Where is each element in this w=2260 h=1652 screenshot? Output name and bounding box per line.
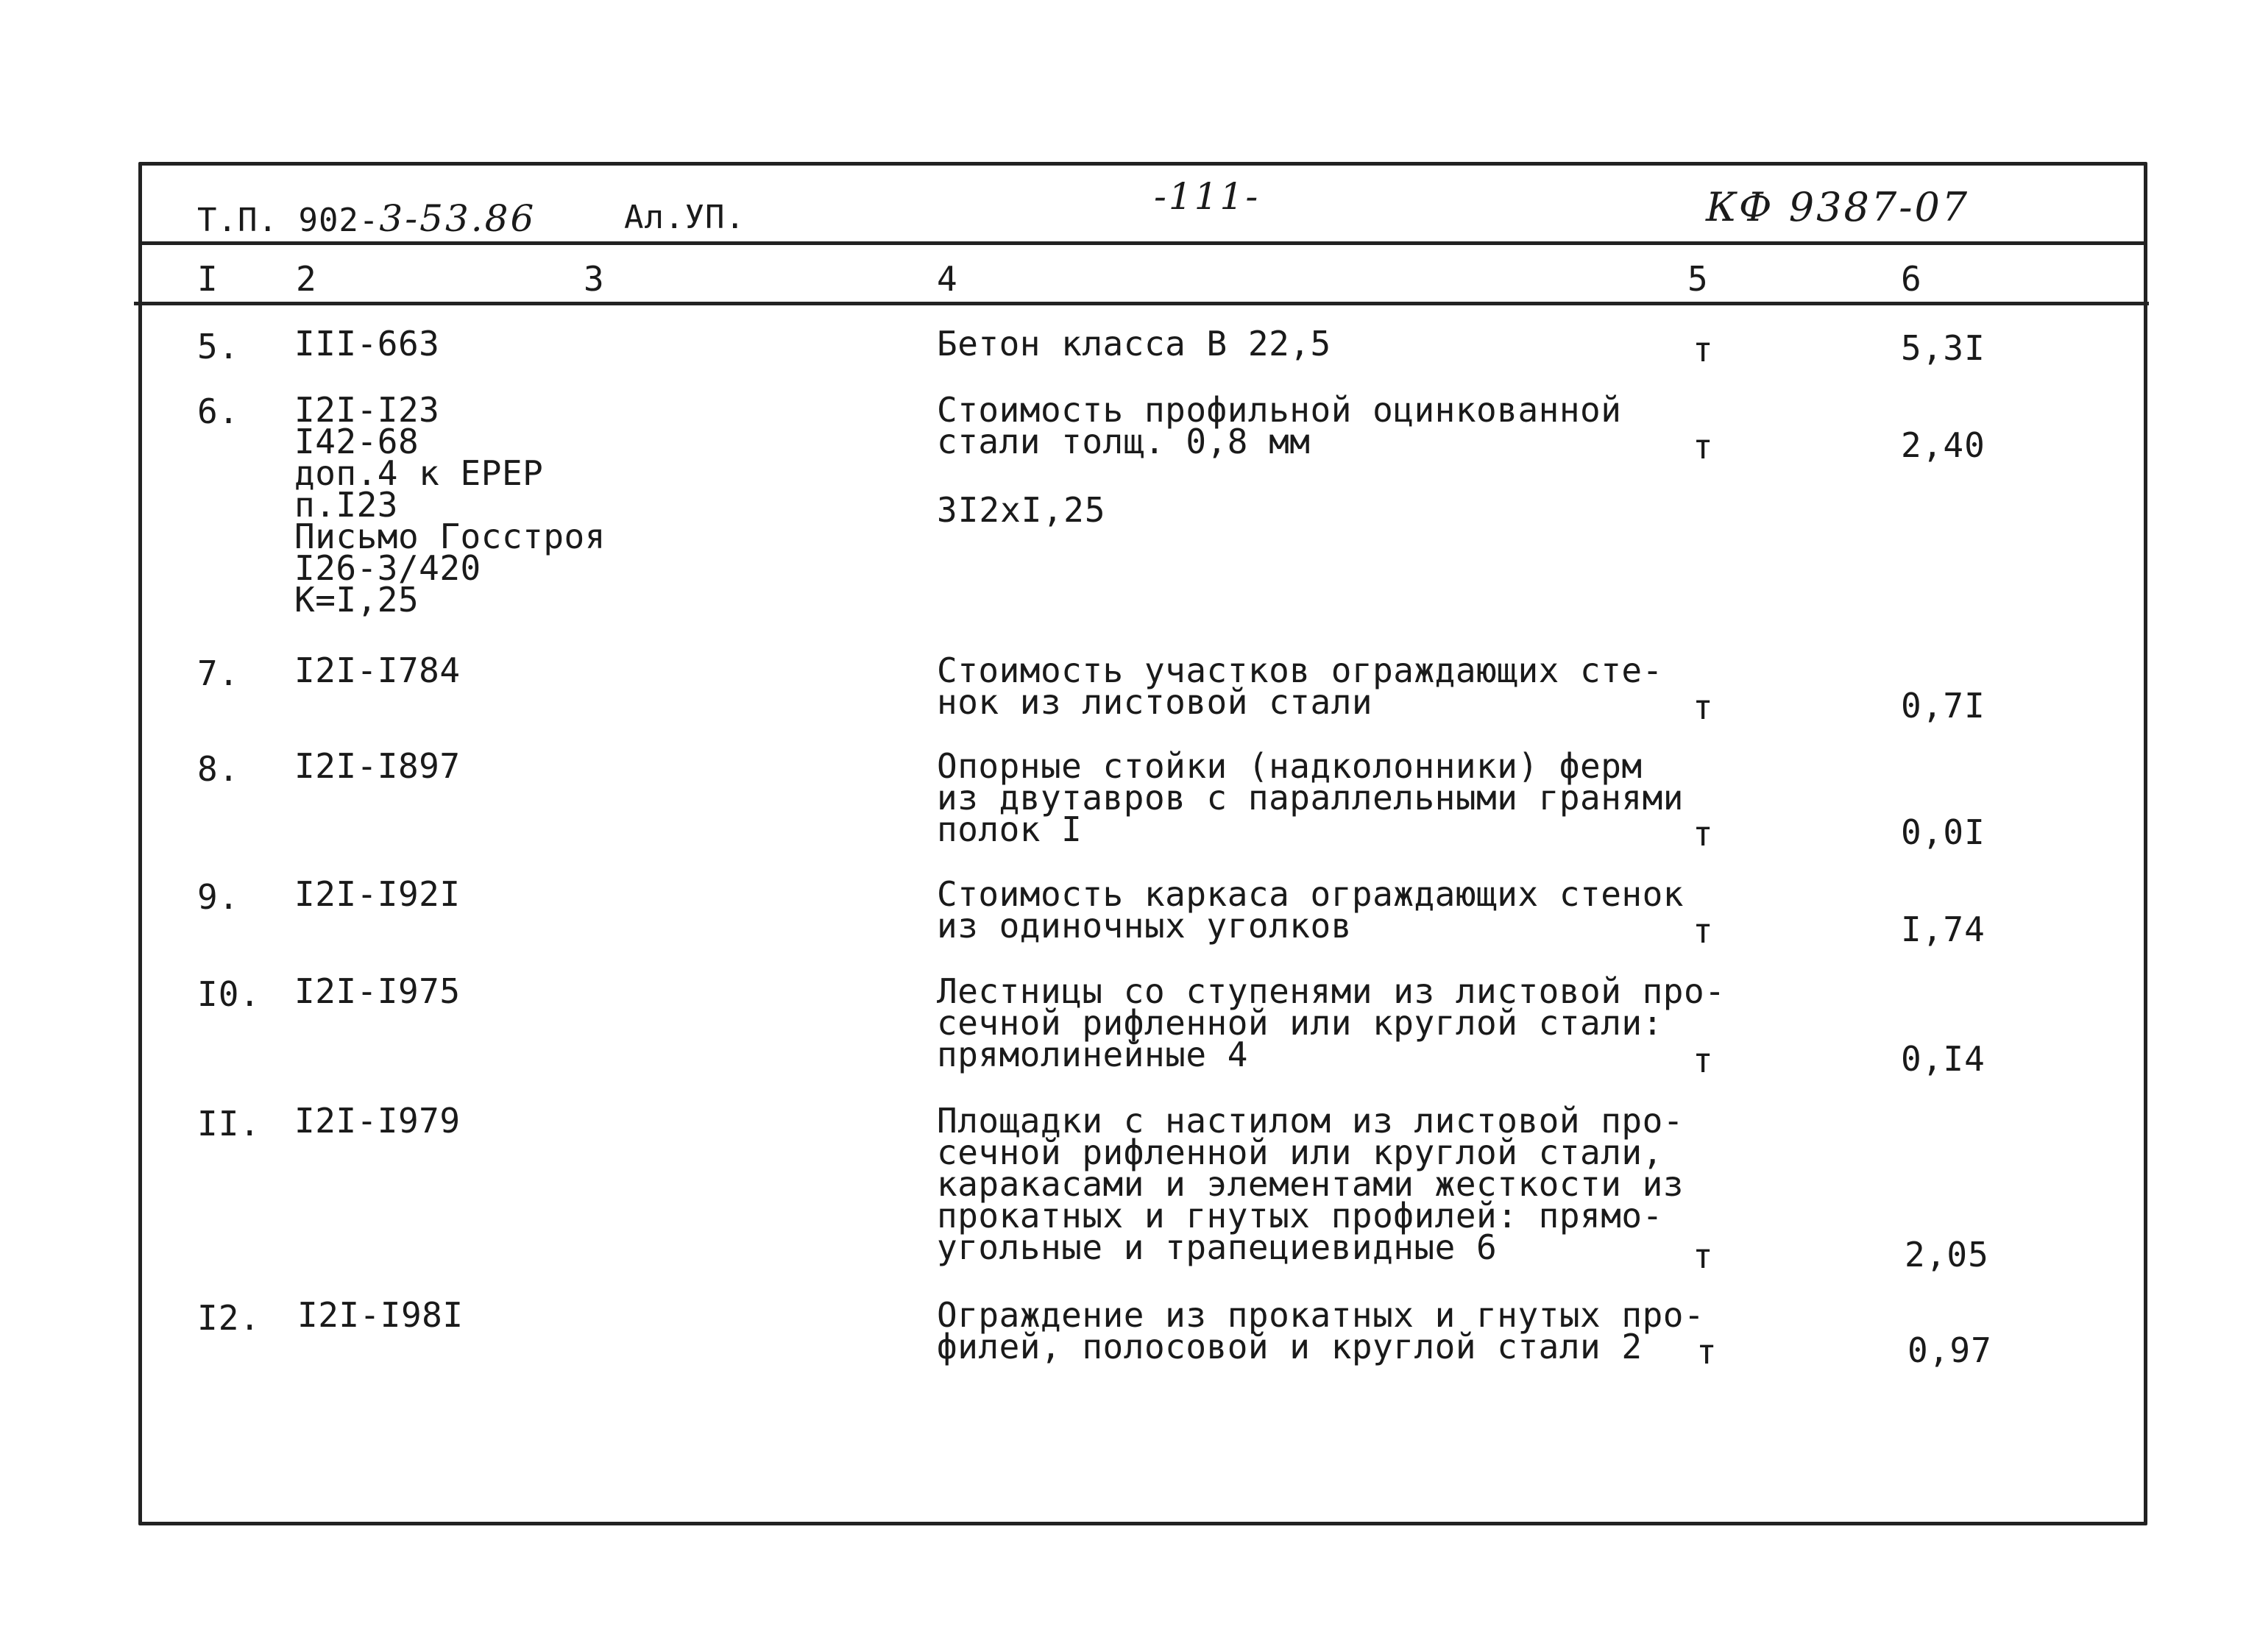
code-line: Письмо Госстроя (294, 517, 606, 556)
column-header-divider (134, 302, 2149, 305)
row-code (294, 650, 461, 690)
desc-line: Площадки с настилом из листовой про- (937, 1101, 1684, 1141)
col-header-4: 4 (937, 259, 957, 299)
code-line: I2I-I98I (297, 1295, 464, 1335)
header-divider (138, 241, 2147, 245)
code-line: I2I-I979 (294, 1101, 461, 1141)
col-header-5: 5 (1687, 259, 1708, 299)
code-line: I2I-I975 (294, 971, 461, 1011)
row-number: I0. (197, 974, 261, 1014)
row-number: 8. (197, 749, 240, 789)
code-line: III-663 (294, 324, 440, 364)
desc-line: Стоимость каркаса ограждающих стенок (937, 874, 1684, 914)
row-description (937, 324, 1331, 364)
desc-line: Опорные стойки (надколонники) ферм (937, 746, 1643, 786)
row-code (294, 971, 461, 1011)
desc-line: Ограждение из прокатных и гнутых про- (937, 1295, 1705, 1335)
code-line: I2I-I784 (294, 650, 461, 690)
code-line: I2I-I897 (294, 746, 461, 786)
row-unit: т (1693, 911, 1714, 951)
row-description (937, 746, 1684, 849)
desc-line: Лестницы со ступенями из листовой про- (937, 971, 1726, 1011)
row-value: I,74 (1901, 910, 1986, 949)
row-code (294, 874, 461, 914)
row-number: I2. (197, 1298, 261, 1338)
row-value: 0,97 (1907, 1330, 1992, 1370)
code-line: доп.4 к ЕРЕР (294, 453, 544, 493)
row-description (937, 390, 1622, 461)
row-description (937, 1101, 1684, 1267)
row-code (294, 1101, 461, 1141)
code-line: I2I-I23 (294, 390, 440, 430)
desc-line: Бетон класса В 22,5 (937, 324, 1331, 364)
code-line: I26-3/420 (294, 548, 481, 588)
desc-line: прямолинейные 4 (937, 1035, 1248, 1074)
row-code (294, 324, 440, 364)
desc-line: прокатных и гнутых профилей: прямо- (937, 1196, 1663, 1236)
desc-line: из двутавров с параллельными гранями (937, 778, 1684, 818)
tp-prefix: Т.П. 902- (197, 202, 380, 239)
desc-line: Стоимость участков ограждающих сте- (937, 650, 1663, 690)
row-unit: т (1693, 814, 1714, 854)
row-value: 0,7I (1901, 686, 1986, 726)
row-unit: т (1693, 330, 1714, 369)
col-header-6: 6 (1901, 259, 1921, 299)
desc-line: из одиночных уголков (937, 906, 1352, 946)
row-description (937, 971, 1726, 1074)
row-value: 0,I4 (1901, 1039, 1986, 1079)
row-value: 2,40 (1901, 425, 1986, 465)
code-line: I2I-I92I (294, 874, 461, 914)
row-number: II. (197, 1104, 261, 1144)
desc-line: полок I (937, 809, 1083, 849)
row-value: 0,0I (1901, 812, 1986, 852)
doc-code: КФ 9387-07 (1706, 184, 1970, 230)
desc-line: сечной рифленной или круглой стали, (937, 1132, 1663, 1172)
row-code (294, 390, 606, 620)
row-value: 5,3I (1901, 328, 1986, 368)
col-header-2: 2 (296, 259, 316, 299)
col-header-1: I (197, 259, 218, 299)
row-number: 5. (197, 327, 240, 366)
row-code (294, 746, 461, 786)
row-unit: т (1693, 427, 1714, 467)
row-unit: т (1693, 1041, 1714, 1080)
row-value: 2,05 (1905, 1235, 1989, 1275)
desc-line: угольные и трапециевидные 6 (937, 1227, 1498, 1267)
col-header-3: 3 (584, 259, 604, 299)
row-calculation: 3I2xI,25 (937, 490, 1106, 530)
tp-number (197, 197, 536, 240)
code-line: К=I,25 (294, 580, 419, 620)
desc-line: Стоимость профильной оцинкованной (937, 390, 1622, 430)
row-unit: т (1693, 1236, 1714, 1276)
row-code (297, 1295, 464, 1335)
row-description (937, 874, 1684, 946)
row-number: 7. (197, 653, 240, 693)
desc-line: сечной рифленной или круглой стали: (937, 1003, 1663, 1043)
tp-handwritten: 3-53.86 (379, 197, 536, 240)
desc-line: филей, полосовой и круглой стали 2 (937, 1327, 1643, 1366)
desc-line: стали толщ. 0,8 мм (937, 422, 1311, 461)
row-unit: т (1693, 687, 1714, 727)
page-number: -111- (1154, 175, 1261, 218)
code-line: п.I23 (294, 485, 398, 525)
desc-line: каракасами и элементами жесткости из (937, 1164, 1684, 1204)
row-number: 9. (197, 877, 240, 917)
row-unit: т (1696, 1332, 1718, 1372)
desc-line: нок из листовой стали (937, 682, 1373, 722)
row-number: 6. (197, 391, 240, 431)
row-description (937, 650, 1663, 722)
code-line: I42-68 (294, 422, 419, 461)
row-description (937, 1295, 1705, 1366)
album-label: Ал.УП. (624, 199, 745, 236)
